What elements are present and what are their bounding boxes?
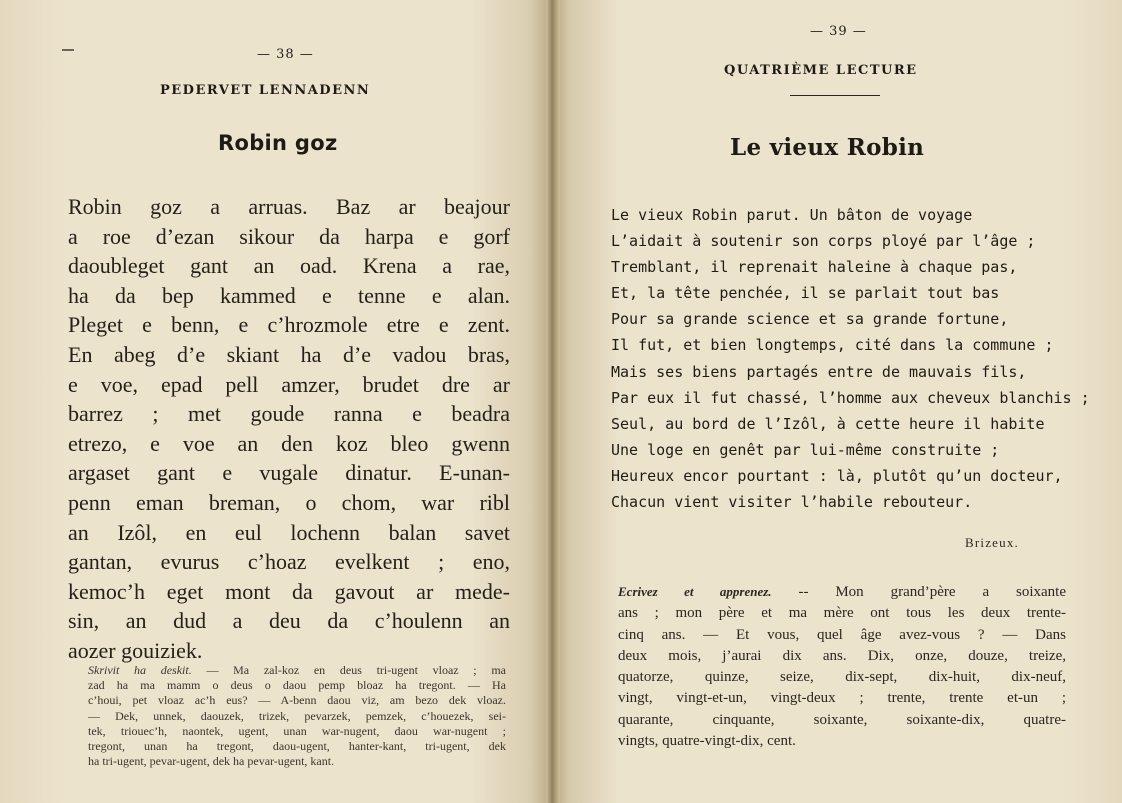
poem-line: Pour sa grande science et sa grande fortune,: [611, 310, 1009, 329]
text-line: En abeg d’e skiant ha d’e vadou bras,: [68, 341, 510, 367]
french-exercise: [618, 581, 1066, 752]
left-page: [0, 0, 552, 803]
poem-line: Par eux il fut chassé, l’homme aux cheveux blanchis ;: [611, 388, 1090, 407]
page-number-left: — 38 —: [257, 47, 314, 62]
text-line: a roe d’ezan sikour da harpa e gorf: [68, 223, 510, 249]
poem-line: Mais ses biens partagés entre de mauvais fils,: [611, 362, 1027, 381]
exercise-line: c’houi, pet vloaz ac’h eus? — A-benn daou viz, am bezo dek vloaz.: [88, 693, 506, 708]
poem-author: Brizeux.: [965, 535, 1020, 550]
exercise-line: cinq ans. — Et vous, quel âge avez-vous ? — Dans: [618, 626, 1066, 643]
text-line: etrezo, e voe an den koz bleo gwenn: [68, 430, 510, 456]
text-line: an Izôl, en eul lochenn balan savet: [68, 519, 510, 545]
poem-line: Heureux encor pourtant : là, plutôt qu’un docteur,: [611, 466, 1063, 485]
text-line: gantan, evurus c’hoaz evelkent ; eno,: [68, 549, 510, 575]
text-line: e voe, epad pell amzer, brudet dre ar: [68, 371, 510, 397]
exercise-line: ans ; mon père et ma mère ont tous les deux trente-: [618, 605, 1066, 622]
exercise-line: vingts, quatre-vingt-dix, cent.: [618, 733, 796, 750]
poem-line: Chacun vient visiter l’habile rebouteur.: [611, 493, 973, 512]
exercise-line: — Ma zal-koz en deus tri-ugent vloaz ; ma: [206, 663, 506, 677]
exercise-lead: Skrivit ha deskit.: [88, 663, 192, 677]
poem-line: Il fut, et bien longtemps, cité dans la commune ;: [611, 336, 1054, 355]
heading-rule: [790, 95, 880, 96]
poem-line: Et, la tête penchée, il se parlait tout bas: [611, 284, 1000, 303]
text-line: aozer gouiziek.: [68, 637, 203, 663]
exercise-line: — Dek, unnek, daouzek, trizek, pevarzek, pemzek, c’houezek, sei-: [88, 708, 506, 723]
page-number-right: — 39 —: [810, 24, 867, 39]
exercise-line: ha tri-ugent, pevar-ugent, dek ha pevar-ugent, kant.: [88, 754, 335, 769]
exercise-lead: Ecrivez et apprenez.: [618, 584, 772, 599]
text-line: barrez ; met goude ranna e beadra: [68, 401, 510, 427]
exercise-line: quatorze, quinze, seize, dix-sept, dix-huit, dix-neuf,: [618, 669, 1066, 686]
exercise-line: -- Mon grand’père a soixante: [798, 584, 1067, 600]
running-head-right: QUATRIÈME LECTURE: [724, 63, 918, 78]
poem-line: Une loge en genêt par lui-même construite ;: [611, 440, 1000, 459]
poem-line: Seul, au bord de l’Izôl, à cette heure il habite: [611, 414, 1045, 433]
text-line: daoubleget gant an oad. Krena a rae,: [68, 253, 510, 279]
exercise-line: vingt, vingt-et-un, vingt-deux ; trente, trente et-un ;: [618, 690, 1066, 707]
lesson-title-french: Le vieux Robin: [730, 134, 925, 161]
text-line: Robin goz a arruas. Baz ar beajour: [68, 194, 510, 219]
print-mark: [62, 49, 74, 51]
poem-line: Le vieux Robin parut. Un bâton de voyage: [611, 206, 973, 224]
breton-text: [68, 192, 510, 666]
book-gutter: [546, 0, 560, 803]
text-line: Pleget e benn, e c’hrozmole etre e zent.: [68, 312, 510, 338]
exercise-line: deux mois, j’aurai dix ans. Dix, onze, douze, treize,: [618, 647, 1066, 664]
text-line: argaset gant e vugale dinatur. E-unan-: [68, 460, 510, 486]
exercise-line: tregont, unan ha tregont, daou-ugent, hanter-kant, tri-ugent, dek: [88, 739, 506, 754]
text-line: sin, an dud a deu da c’houlenn an: [68, 608, 510, 634]
text-line: kemoc’h eget mont da gavout ar mede-: [68, 578, 510, 604]
right-page: [552, 0, 1122, 803]
french-poem: [611, 202, 1090, 515]
exercise-line: zad ha ma mamm o deus o daou pemp bloaz ha tregont. — Ha: [88, 678, 506, 693]
poem-line: L’aidait à soutenir son corps ployé par l’âge ;: [611, 232, 1036, 251]
poem-line: Tremblant, il reprenait haleine à chaque pas,: [611, 258, 1018, 277]
text-line: ha da bep kammed e tenne e alan.: [68, 282, 510, 308]
breton-exercise: [88, 663, 506, 769]
running-head-left: PEDERVET LENNADENN: [160, 83, 371, 98]
lesson-title-breton: Robin goz: [218, 131, 338, 155]
exercise-line: tek, triouec’h, naontek, ugent, unan war-nugent, daou war-nugent ;: [88, 723, 506, 738]
text-line: penn eman breman, o chom, war ribl: [68, 489, 510, 515]
exercise-line: quarante, cinquante, soixante, soixante-dix, quatre-: [618, 711, 1066, 728]
